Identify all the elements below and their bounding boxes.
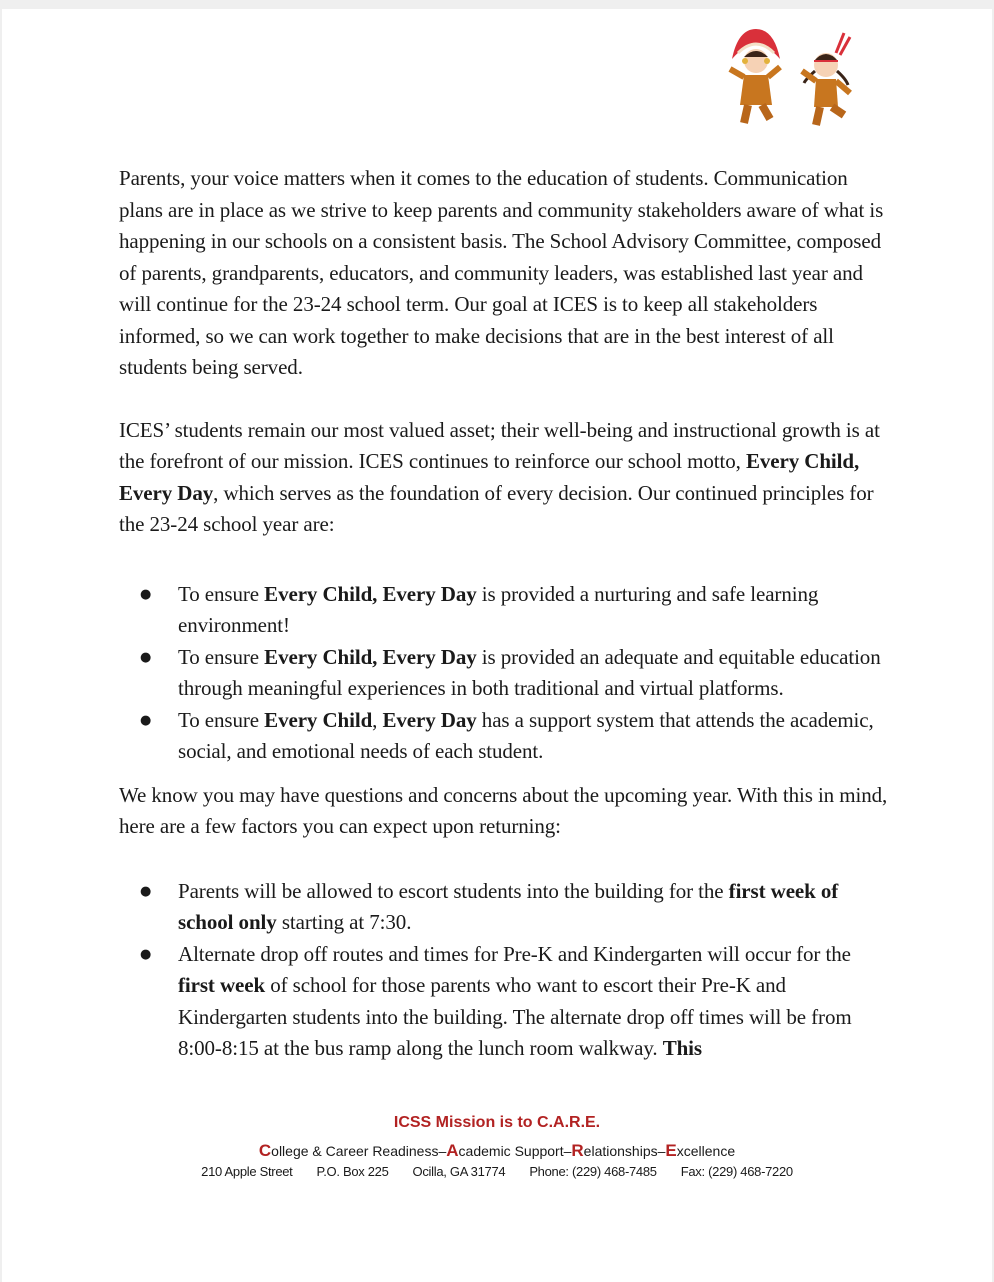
- item-text: Alternate drop off routes and times for Pre-K and Kindergarten will occur for the: [178, 941, 851, 966]
- item-bold: Every Day: [382, 707, 477, 732]
- list-item: [119, 705, 889, 768]
- values-paragraph: [119, 415, 889, 541]
- care-initial: C: [258, 1141, 272, 1160]
- intro-paragraph: Parents, your voice matters when it comes to the education of students. Communication plans are in place as we strive to keep parents and community stakeholders aware of what is happening in our schools on a consistent basis. The School Advisory Committee, composed of parents, grandparents, educators, and community leaders, was established last year and will continue for the 23-24 school term. Our goal at ICES is to keep all stakeholders informed, so we can work together to make decisions that are in the best interest of all students being served.: [119, 166, 884, 379]
- item-bold: Every Child, Every Day: [264, 644, 477, 669]
- principles-list: [119, 579, 889, 768]
- item-text: is provided an adequate and equitable education through meaningful experiences in both traditional and virtual platforms.: [178, 644, 881, 700]
- care-word: ollege & Career Readiness–: [271, 1143, 447, 1159]
- item-bold: first week of school only: [178, 878, 839, 934]
- care-word: xcellence: [676, 1143, 736, 1159]
- item-bold: Every Child, Every Day: [264, 581, 477, 606]
- letter-body: [119, 163, 889, 1065]
- factors-list: [119, 876, 889, 1065]
- motto-bold: Every Child, Every Day: [119, 449, 860, 505]
- dancing-children-mascot-icon: [718, 23, 868, 133]
- care-word: elationships–: [583, 1143, 666, 1159]
- item-text: To ensure: [178, 707, 265, 732]
- item-bold: first week: [178, 973, 266, 997]
- care-line: [2, 1141, 992, 1161]
- item-bold: Every Child: [264, 707, 373, 732]
- item-text: To ensure: [178, 644, 265, 669]
- phone-number: Phone: (229) 468-7485: [529, 1164, 657, 1179]
- street-address: 210 Apple Street: [201, 1164, 293, 1179]
- document-page: [2, 9, 992, 1282]
- contact-line: [2, 1164, 992, 1179]
- city-state-zip: Ocilla, GA 31774: [412, 1164, 506, 1179]
- expect-paragraph: We know you may have questions and concerns about the upcoming year. With this in mind, here are a few factors you can expect upon returning:: [119, 782, 888, 838]
- values-text-a: ICES’ students remain our most valued asset; their well-being and instructional growth is at the forefront of our mission. ICES continues to reinforce our school motto,: [119, 417, 880, 473]
- list-item: [119, 579, 889, 642]
- item-text: ,: [372, 707, 383, 732]
- values-text-b: , which serves as the foundation of every decision. Our continued principles for the 23-24 school year are:: [119, 480, 874, 536]
- item-text: of school for those parents who want to escort their Pre-K and Kindergarten students into the building. The alternate drop off times will be from 8:00-8:15 at the bus ramp along the lunch room walkway.: [178, 973, 852, 1060]
- care-word: cademic Support–: [458, 1143, 572, 1159]
- list-item: [119, 939, 889, 1065]
- mission-heading: ICSS Mission is to C.A.R.E.: [393, 1114, 601, 1131]
- item-text: starting at 7:30.: [276, 910, 412, 934]
- care-initial: R: [571, 1141, 584, 1160]
- care-initial: A: [446, 1141, 459, 1160]
- item-bold: This: [662, 1036, 702, 1060]
- item-text: is provided a nurturing and safe learning environment!: [178, 581, 819, 637]
- fax-number: Fax: (229) 468-7220: [680, 1164, 793, 1179]
- list-item: [119, 876, 889, 939]
- po-box: P.O. Box 225: [316, 1164, 389, 1179]
- item-text: Parents will be allowed to escort students into the building for the: [178, 878, 729, 903]
- care-initial: E: [665, 1141, 677, 1160]
- item-text: has a support system that attends the academic, social, and emotional needs of each student.: [178, 707, 874, 763]
- item-text: To ensure: [178, 581, 265, 606]
- list-item: [119, 642, 889, 705]
